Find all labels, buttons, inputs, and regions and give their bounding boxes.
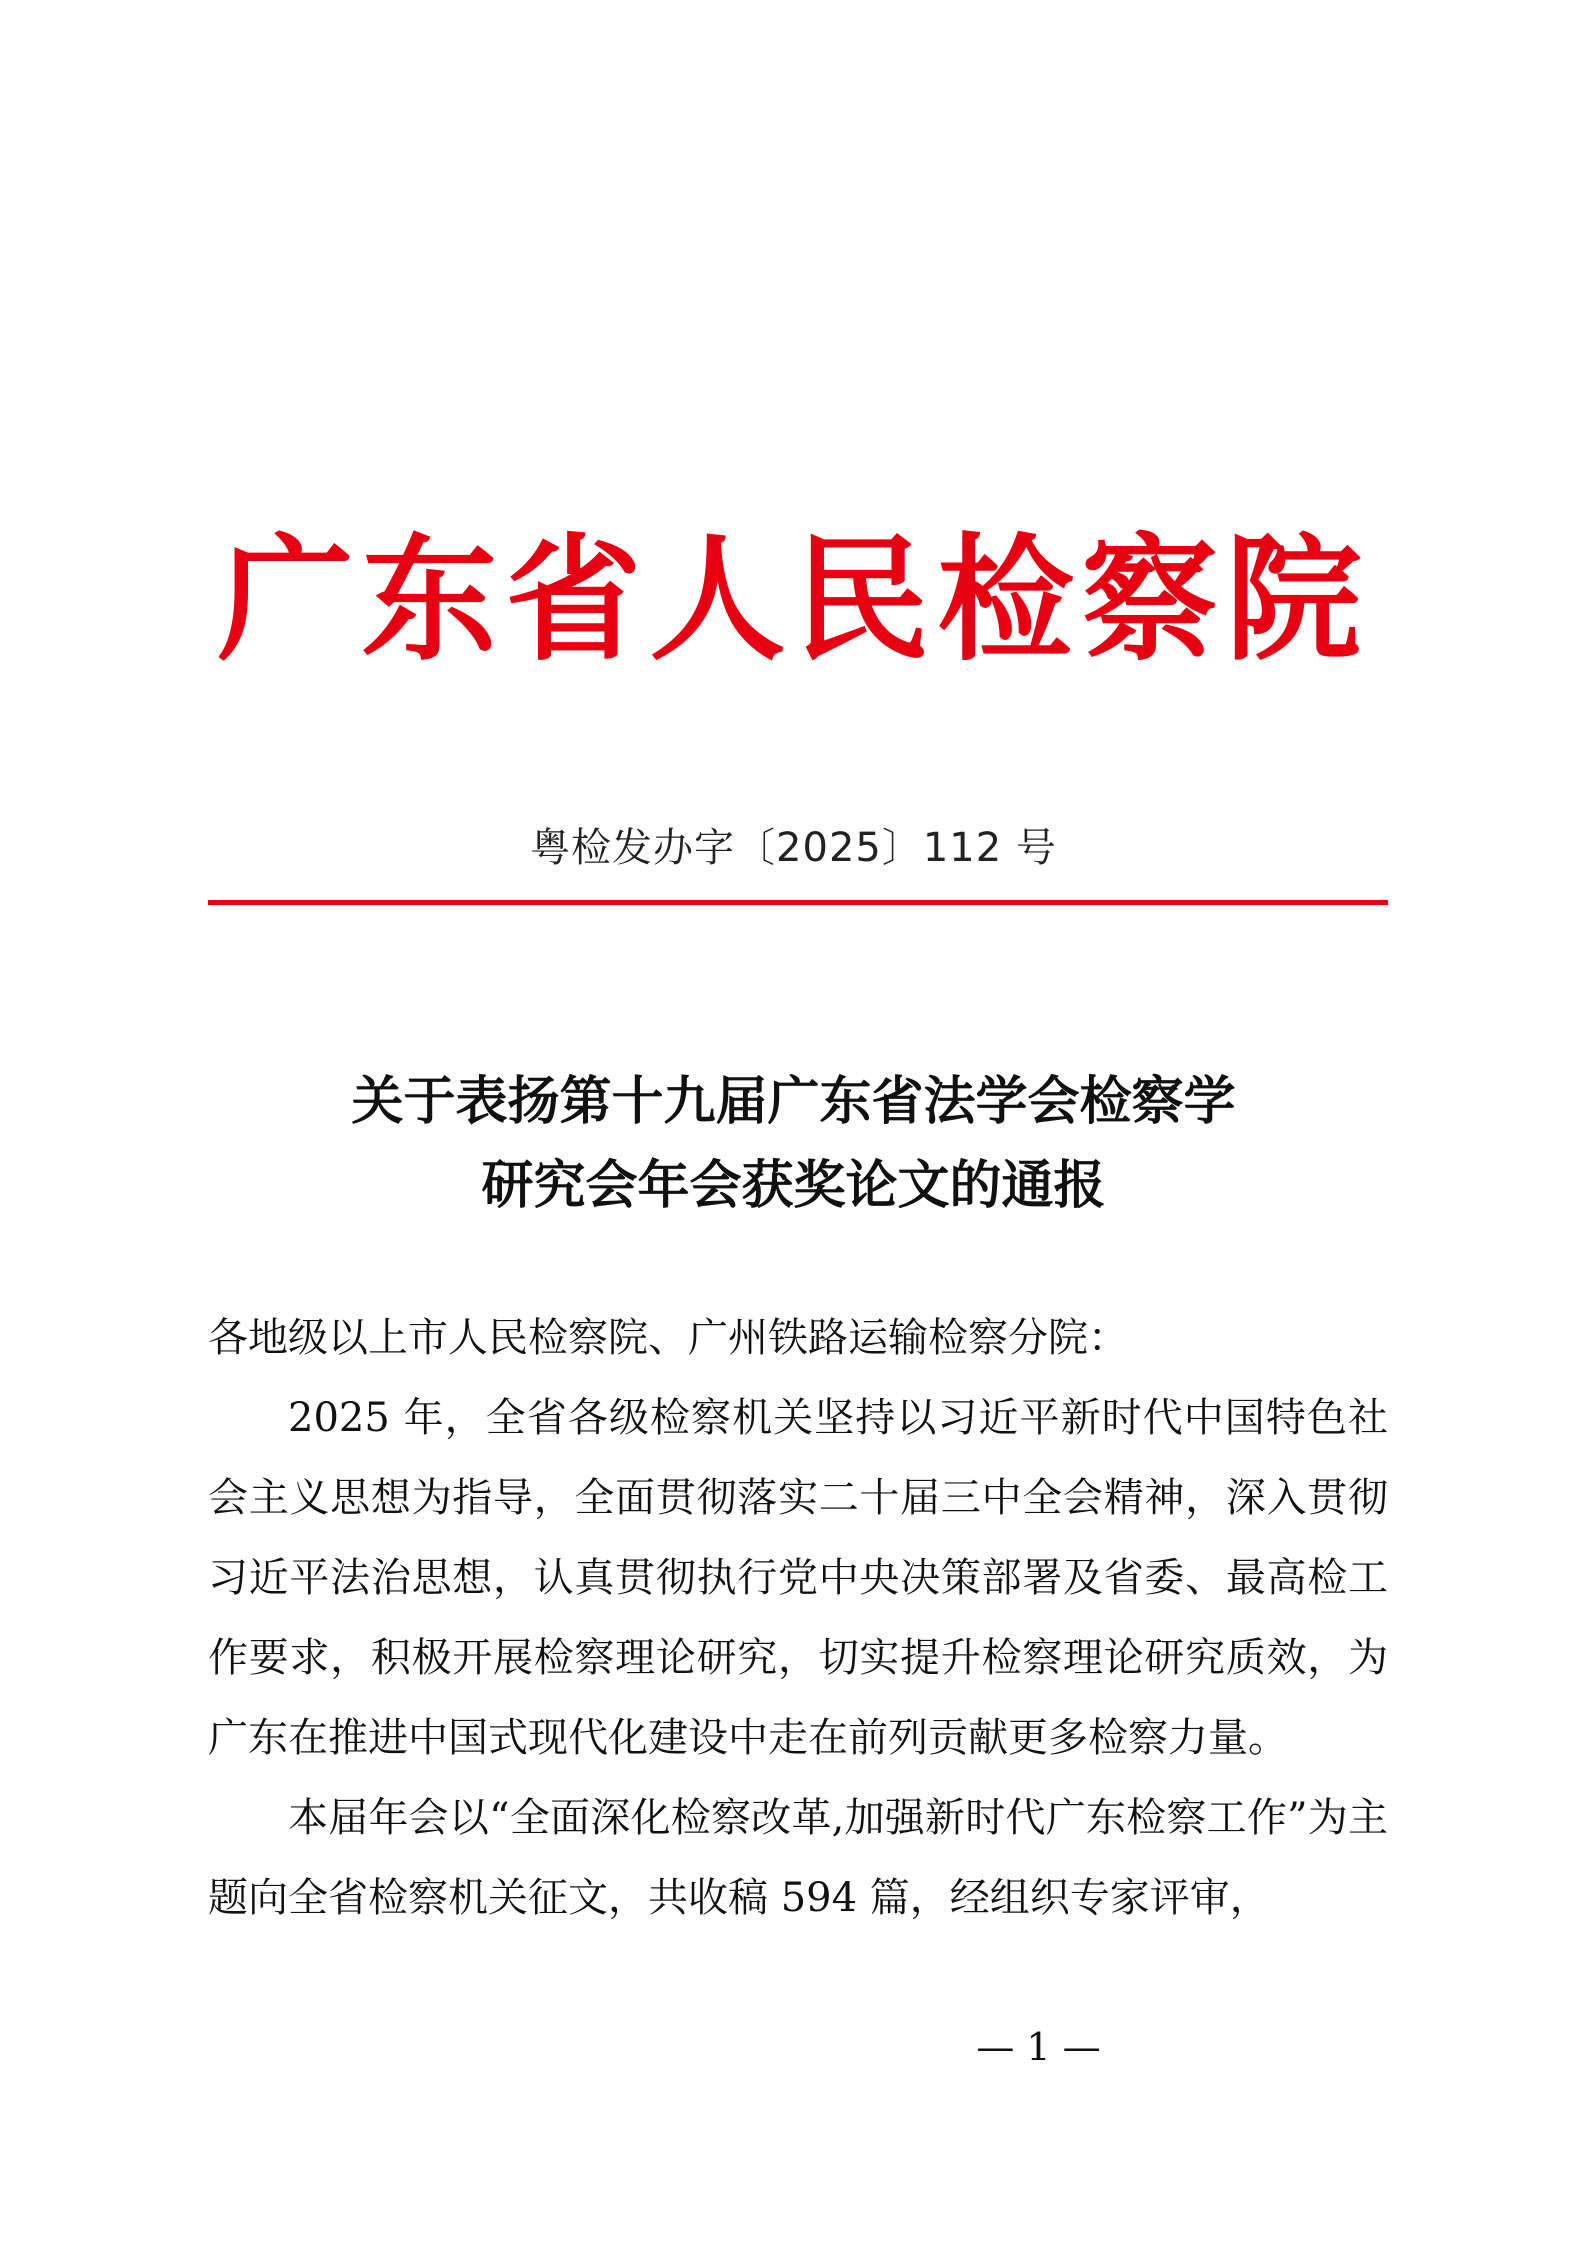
issuing-organization-header: 广东省人民检察院 [217,520,1370,680]
document-title [0,1060,1587,1228]
document-title-line-2: 研究会年会获奖论文的通报 [481,1155,1106,1216]
document-number: 粤检发办字〔2025〕112 号 [530,825,1057,871]
document-body [208,1298,1388,1938]
red-separator-line [208,900,1388,905]
body-paragraph-2: 本届年会以“全面深化检察改革,加强新时代广东检察工作”为主题向全省检察机关征文，共收稿 594 篇，经组织专家评审， [208,1795,1388,1921]
salutation: 各地级以上市人民检察院、广州铁路运输检察分院： [208,1315,1128,1361]
document-title-line-1: 关于表扬第十九届广东省法学会检察学 [351,1071,1236,1132]
body-paragraph-1: 2025 年，全省各级检察机关坚持以习近平新时代中国特色社会主义思想为指导，全面贯彻落实二十届三中全会精神，深入贯彻习近平法治思想，认真贯彻执行党中央决策部署及省委、最高检工作要求，积极开展检察理论研究，切实提升检察理论研究质效，为广东在推进中国式现代化建设中走在前列贡献更多检察力量。 [208,1395,1388,1761]
page-number: — 1 — [976,2025,1101,2069]
